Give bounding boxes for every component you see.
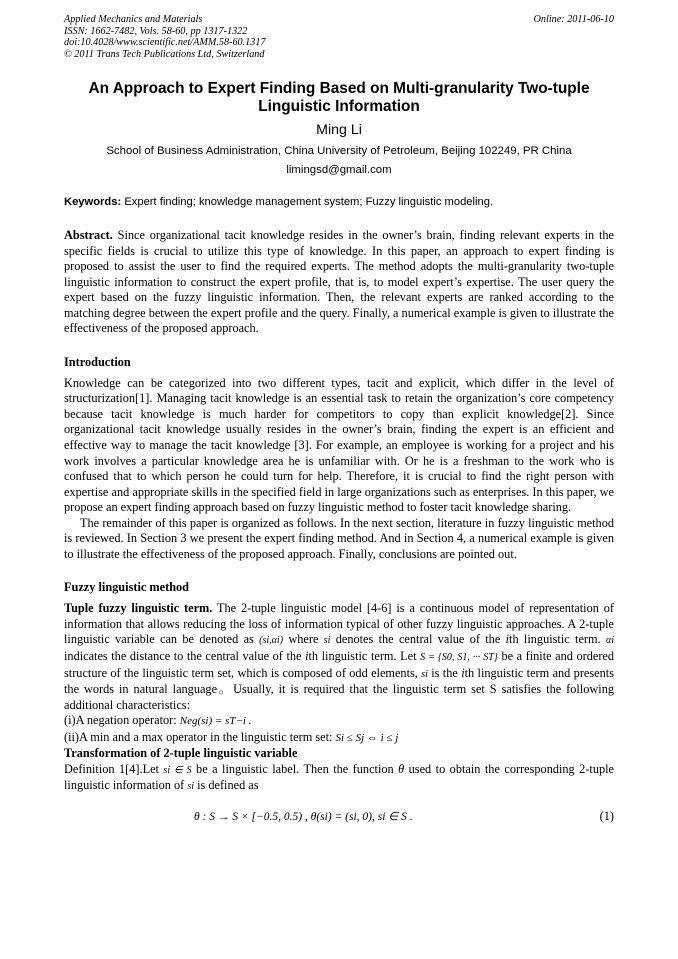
text-run: denotes the central value of the bbox=[335, 632, 501, 647]
author-name: Ming Li bbox=[316, 122, 362, 138]
paper-page bbox=[64, 14, 614, 829]
journal-copyright: © 2011 Trans Tech Publications Ltd, Switzerland bbox=[64, 48, 265, 60]
negation-formula: Neg(si) = sT−i . bbox=[179, 715, 252, 728]
text-run: used to obtain the corresponding 2-tuple linguistic information of bbox=[64, 761, 614, 793]
text-run: is defined as bbox=[197, 778, 259, 793]
fuzzy-paragraph-1 bbox=[64, 601, 614, 713]
text-run: th linguistic term. bbox=[509, 632, 601, 647]
equation-1-formula: θ : S → S × [−0.5, 0.5) , θ(si) = (si, 0), si ∈ S . bbox=[194, 810, 413, 823]
definition-formula: si ∈ S bbox=[163, 764, 192, 776]
text-run: where bbox=[288, 632, 319, 647]
formula-si: si bbox=[323, 635, 331, 647]
definition-1 bbox=[64, 762, 614, 795]
theta-symbol: θ bbox=[398, 761, 405, 776]
text-run: is the bbox=[431, 665, 458, 680]
keywords-text: Expert finding; knowledge management system; Fuzzy linguistic modeling. bbox=[124, 196, 494, 208]
formula-pair: (si,αi) bbox=[259, 635, 284, 647]
minmax-operator-line bbox=[64, 730, 614, 747]
formula-si: si bbox=[187, 781, 194, 793]
journal-issn: ISSN: 1662-7482, Vols. 58-60, pp 1317-1322 bbox=[64, 25, 248, 37]
keywords-label: Keywords: bbox=[64, 196, 122, 208]
fuzzy-method-heading: Fuzzy linguistic method bbox=[64, 580, 190, 595]
journal-header bbox=[64, 14, 614, 66]
author-email[interactable]: limingsd@gmail.com bbox=[286, 164, 392, 176]
equation-1-number: (1) bbox=[599, 808, 614, 823]
text-run: th linguistic term and presents the words in natural language。Usually, it is required that the linguistic term set S satisfies the following additional characteristics: bbox=[64, 665, 614, 712]
keywords bbox=[64, 196, 614, 208]
journal-info bbox=[64, 14, 266, 60]
negation-operator-line bbox=[64, 713, 614, 730]
introduction-paragraph-2: The remainder of this paper is organized as follows. In the next section, literature in fuzzy linguistic method is reviewed. In Section 3 we present the expert finding method. And in Section 4, a numerical example is given to illustrate the effectiveness of the proposed approach. Finally, conclusions are pointed out. bbox=[64, 515, 614, 561]
text-run: indicates the distance to the central value of the bbox=[64, 649, 302, 664]
formula-alpha: αi bbox=[605, 635, 614, 647]
tuple-term-label: Tuple fuzzy linguistic term. bbox=[64, 601, 213, 616]
negation-label: (i)A negation operator: bbox=[64, 713, 177, 728]
journal-doi[interactable]: doi:10.4028/www.scientific.net/AMM.58-60.1317 bbox=[64, 37, 266, 49]
introduction-paragraph-1: Knowledge can be categorized into two different types, tacit and explicit, which differ in the level of structurization[1]. Managing tacit knowledge is an essential task to retain the organization’s core competency because tacit knowledge is much harder for competitors to copy than explicit knowledge[2]. Since organizational tacit knowledge usually resides in the owner’s brain, finding the expert is an efficient and effective way to manage the tacit knowledge [3]. For example, an employee is working for a project and his work involves a particular knowledge area he is unfamiliar with. Or he is a freshman to the work who is confused that to which person he could turn for help. Therefore, it is crucial to find the right person with expertise and appropriate skills in the specified field in large organizations such as enterprises. In this paper, we propose an expert finding approach based on fuzzy linguistic method to foster tacit knowledge sharing. bbox=[64, 375, 614, 515]
text-run: th linguistic term. Let bbox=[308, 649, 417, 664]
text-run: be a finite and ordered structure of the linguistic term set, which is composed of odd elements, bbox=[64, 649, 615, 680]
online-date: Online: 2011-06-10 bbox=[533, 14, 614, 25]
formula-i: i bbox=[505, 632, 510, 647]
text-run: The 2-tuple linguistic model [4-6] is a continuous model of representation of information that allows reducing the loss of information typical of other fuzzy linguistic approaches. A 2-tuple linguistic variable can be denoted as bbox=[64, 601, 614, 647]
introduction-heading: Introduction bbox=[64, 354, 131, 369]
abstract-label: Abstract. bbox=[64, 228, 113, 242]
author-affiliation: School of Business Administration, China University of Petroleum, Beijing 102249, PR China bbox=[106, 145, 572, 157]
journal-name: Applied Mechanics and Materials bbox=[64, 14, 203, 25]
formula-i: i bbox=[305, 649, 309, 664]
abstract bbox=[64, 228, 614, 337]
formula-term-set: S = {S0, S1, ··· ST} bbox=[420, 652, 498, 664]
equation-1 bbox=[64, 807, 614, 829]
paper-title: An Approach to Expert Finding Based on Multi-granularity Two-tuple Linguistic Information bbox=[88, 80, 590, 115]
transformation-heading: Transformation of 2-tuple linguistic variable bbox=[64, 746, 298, 761]
formula-si: si bbox=[421, 668, 428, 680]
formula-ith: i bbox=[461, 665, 465, 680]
text-run: be a linguistic label. Then the function bbox=[196, 761, 394, 776]
abstract-text: Since organizational tacit knowledge resides in the owner’s brain, finding relevant experts in the specific fields is crucial to utilize this type of knowledge. In this paper, an approach to expert finding is proposed to assist the user to find the required experts. The method adopts the multi-granularity two-tuple linguistic information to construct the expert profile, that is, to model expert’s expertise. The user query the expert based on the fuzzy linguistic information. Then, the relevant experts are ranked according to the matching degree between the expert profile and the query. Finally, a numerical example is given to illustrate the effectiveness of the proposed approach. bbox=[64, 228, 614, 336]
text-run: Definition 1[4].Let bbox=[64, 761, 159, 776]
minmax-label: (ii)A min and a max operator in the linguistic term set: bbox=[64, 729, 333, 744]
minmax-formula: Si ≤ Sj ⇔ i ≤ j bbox=[335, 731, 399, 744]
